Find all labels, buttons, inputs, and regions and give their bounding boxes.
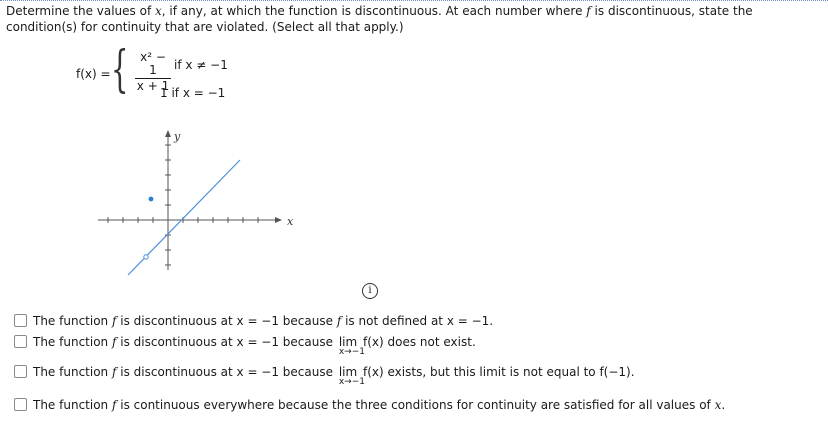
piecewise-brace: { <box>111 40 129 98</box>
option-4[interactable]: The function f is continuous everywhere because the three conditions for continuity are satisfied for all values of x. <box>14 397 725 413</box>
denominator: x + 1 <box>136 79 170 93</box>
option-1-checkbox[interactable] <box>14 314 27 327</box>
limit-expression: lim x→−1 <box>338 365 365 387</box>
filled-point <box>149 197 154 202</box>
option-4-checkbox[interactable] <box>14 398 27 411</box>
limit-expression: lim x→−1 <box>338 335 365 357</box>
case2: 1 if x = −1 <box>160 86 226 100</box>
option-1[interactable]: The function f is discontinuous at x = −1 because f is not defined at x = −1. <box>14 313 493 329</box>
info-icon[interactable]: i <box>362 283 378 299</box>
open-point <box>144 255 148 259</box>
top-border <box>0 0 828 1</box>
option-3[interactable]: The function f is discontinuous at x = −1 because lim x→−1 f(x) exists, but this limit is not equal to f(−1). <box>14 364 635 380</box>
function-graph <box>90 120 300 280</box>
function-label: f(x) = <box>76 67 111 81</box>
numerator: x² − 1 <box>135 51 171 79</box>
option-2-checkbox[interactable] <box>14 335 27 348</box>
case1-condition: if x ≠ −1 <box>174 58 228 72</box>
x-axis-arrow <box>275 217 282 223</box>
y-axis-arrow <box>165 130 171 137</box>
option-3-checkbox[interactable] <box>14 365 27 378</box>
option-2[interactable]: The function f is discontinuous at x = −1 because lim x→−1 f(x) does not exist. <box>14 334 476 350</box>
y-axis-label: y <box>174 130 181 143</box>
question-text: Determine the values of x, if any, at which the function is discontinuous. At each number where f is discontinuous, state the condition(s) for continuity that are violated. (Select all that apply.) <box>6 4 753 34</box>
x-axis-label: x <box>287 215 294 228</box>
